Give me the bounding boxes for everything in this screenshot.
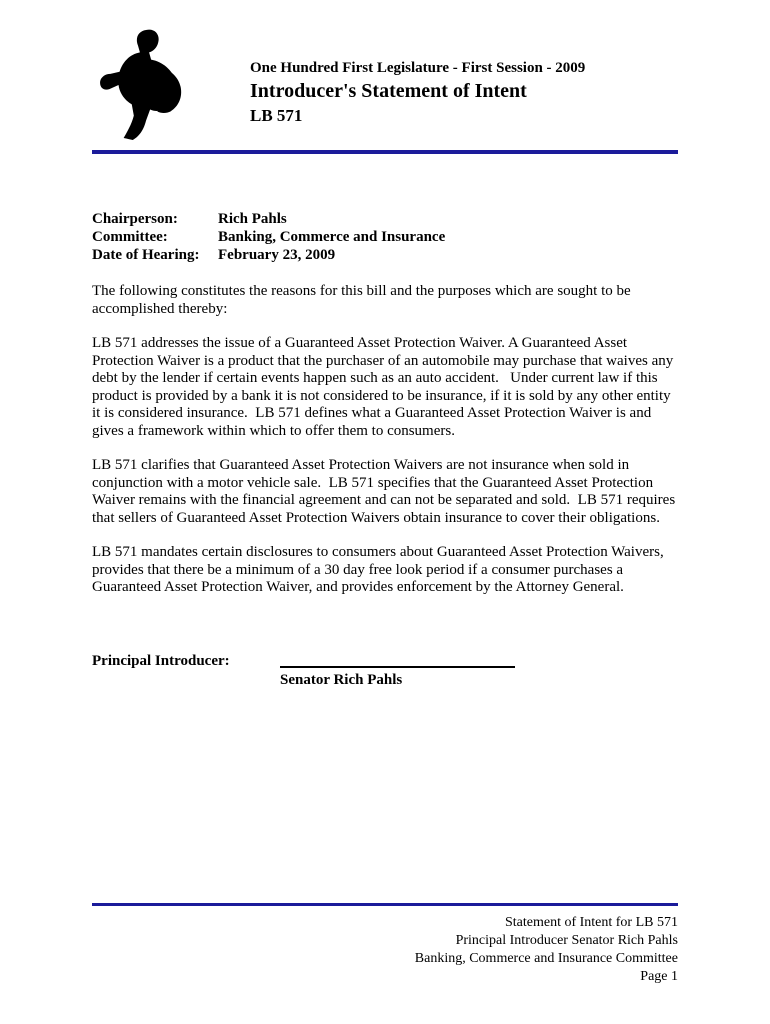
footer-line-committee: Banking, Commerce and Insurance Committee (414, 951, 678, 966)
document-content (92, 0, 678, 689)
bill-number: LB 571 (250, 106, 303, 125)
paragraph-clarifies: LB 571 clarifies that Guaranteed Asset Protection Waivers are not insurance when sold in conjunction with a motor vehicle sale. LB 571 specifies that the Guaranteed Asset Protection Waiver remains with the financial agreement and can not be separated and sold. LB 571 requires that sellers of Guaranteed Asset Protection Waivers obtain insurance to cover their obligations. (92, 457, 679, 526)
paragraph-mandates: LB 571 mandates certain disclosures to consumers about Guaranteed Asset Protection Waivers, provides that there be a minimum of a 30 day free look period if a consumer purchases a Guaranteed Asset Protection Waiver, and provides enforcement by the Attorney General. (92, 544, 668, 595)
signature-line (280, 652, 515, 668)
info-row-committee (92, 228, 678, 246)
document-footer (92, 903, 678, 986)
footer-lines (92, 914, 678, 986)
committee-value: Banking, Commerce and Insurance (218, 229, 446, 245)
principal-introducer-label: Principal Introducer: (92, 652, 230, 669)
signature-block (92, 652, 678, 689)
date-of-hearing-label: Date of Hearing: (92, 247, 200, 263)
introducer-name: Senator Rich Pahls (280, 671, 403, 688)
signature-area (280, 652, 678, 689)
date-of-hearing-value: February 23, 2009 (218, 247, 336, 263)
sower-silhouette-logo-icon (94, 28, 194, 140)
statement-body (92, 283, 678, 597)
committee-label: Committee: (92, 229, 168, 245)
footer-rule (92, 903, 678, 906)
hearing-info-block (92, 210, 678, 264)
paragraph-intro: The following constitutes the reasons for this bill and the purposes which are sought to be accomplished thereby: (92, 283, 635, 317)
header-rule (92, 150, 678, 154)
header-text-block (250, 28, 585, 128)
footer-line-introducer: Principal Introducer Senator Rich Pahls (455, 933, 678, 948)
footer-line-statement: Statement of Intent for LB 571 (504, 915, 678, 930)
info-row-chairperson (92, 210, 678, 228)
legislature-session-line: One Hundred First Legislature - First Session - 2009 (250, 60, 586, 76)
document-title: Introducer's Statement of Intent (250, 80, 527, 102)
info-row-date-of-hearing (92, 246, 678, 264)
chairperson-value: Rich Pahls (218, 211, 287, 227)
document-header (92, 0, 678, 146)
chairperson-label: Chairperson: (92, 211, 178, 227)
paragraph-addresses: LB 571 addresses the issue of a Guaranteed Asset Protection Waiver. A Guaranteed Asset Protection Waiver is a product that the purchaser of an automobile may purchase that waives any debt by the lender if certain events happen such as an auto accident. Under current law if this product is provided by a bank it is not considered to be insurance, if it is sold by any other entity it is considered insurance. LB 571 defines what a Guaranteed Asset Protection Waiver is and gives a framework within which to offer them to consumers. (92, 335, 677, 439)
footer-line-page-number: Page 1 (640, 969, 678, 984)
